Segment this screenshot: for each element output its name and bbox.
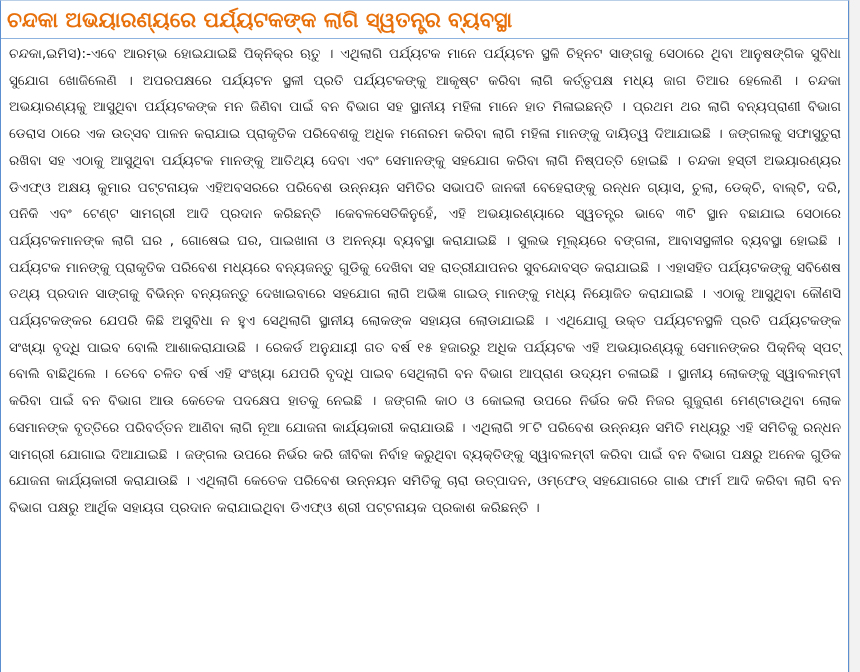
article-body: ଚନ୍ଦକା,ଇମିସ):-ଏବେ ଆରମ୍ଭ ହୋଇଯାଇଛି ପିକ୍ନିକ୍ର ଋତୁ । ଏଥିଲାଗି ପର୍ଯ୍ୟଟକ ମାନେ ପର୍ଯ୍ୟଟନ ସ୍ଥଳି ଚିହ୍ନଟ ସାଙ୍ଗକୁ ସେଠାରେ ଥିବା ଆନୁଷଙ୍ଗିକ ସୁବିଧା ସୁଯୋଗ ଖୋଜିଲେଣି । ଅପରପକ୍ଷରେ ପର୍ଯ୍ୟଟନ ସ୍ଥଳୀ ପ୍ରତି ପର୍ଯ୍ୟଟକଙ୍କୁ ଆକୃଷ୍ଟ କରିବା ଲାଗି କର୍ତ୍ତୃପକ୍ଷ ମଧ୍ୟ ଜାଗ ତିଆର ହେଲେଣି । ଚନ୍ଦକା ଅଭୟାରଣ୍ୟକୁ ଆସୁଥିବା ପର୍ଯ୍ୟଟକଙ୍କ ମନ ଜିଣିବା ପାଇଁ ବନ ବିଭାଗ ସହ ସ୍ଥାନୀୟ ମହିଳା ମାନେ ହାତ ମିଳାଇଛନ୍ତି । ପ୍ରଥମ ଥର ଲାଗି ବନ୍ୟପ୍ରାଣୀ ବିଭାଗ ଡେରାସ ଠାରେ ଏକ ଉତ୍ସବ ପାଳନ କରାଯାଇ ପ୍ରାକୃତିକ ପରିବେଶକୁ ଅଧିକ ମନୋରମ କରିବା ଲାଗି ମହିଳା ମାନଙ୍କୁ ଦାୟିତ୍ୱ ଦିଆଯାଇଛି । ଜଙ୍ଗଲକୁ ସଫାସୁତୁରା ରଖିବା ସହ ଏଠାକୁ ଆସୁଥିବା ପର୍ଯ୍ୟଟକ ମାନଙ୍କୁ ଆତିଥ୍ୟ ଦେବା ଏବଂ ସେମାନଙ୍କୁ ସହଯୋଗ କରିବା ଲାଗି ନିଷ୍ପତ୍ତି ହୋଇଛି । ଚନ୍ଦକା ହସ୍ତୀ ଅଭୟାରଣ୍ୟର ଡିଏଫ୍ଓ ଅକ୍ଷୟ କୁମାର ପଟ୍ଟନାୟକ ଏହିଅବସରରେ ପରିବେଶ ଉନ୍ନୟନ ସମିତିର ସଭାପତି ଜାନକୀ ବେହେରାଙ୍କୁ ରନ୍ଧନ ଗ୍ୟାସ, ଚୁଲା, ଡେକ୍ଚି, ବାଲ୍ଟି, ଦରି, ପନିକି ଏବଂ ଟେଣ୍ଟ ସାମଗ୍ରୀ ଆଦି ପ୍ରଦାନ କରିଛନ୍ତି ।କେବଳସେତିକିନୁହେଁ, ଏହି ଅଭୟାରଣ୍ୟାରେ ସ୍ୱତନ୍ତ୍ର ଭାବେ ୩ଟି ସ୍ଥାନ ବଛାଯାଇ ସେଠାରେ ପର୍ଯ୍ୟଟକମାନଙ୍କ ଲାଗି ଘର , ଗୋଷେଇ ଘର, ପାଇଖାନା ଓ ଅନନ୍ୟା ବ୍ୟବସ୍ଥା କରାଯାଇଛି । ସୁଲଭ ମୂଲ୍ୟରେ ବଙ୍ଗଳା, ଆବାସସ୍ଥଳୀର ବ୍ୟବସ୍ଥା ହୋଇଛି । ପର୍ଯ୍ୟଟକ ମାନଙ୍କୁ ପ୍ରାକୃତିକ ପରିବେଶ ମଧ୍ୟରେ ବନ୍ୟଜନ୍ତୁ ଗୁଡିକୁ ଦେଖିବା ସହ ରାତ୍ରୀଯାପନର ସୁବନ୍ଦୋବସ୍ତ କରାଯାଇଛି । ଏହାସହିତ ପର୍ଯ୍ୟଟକଙ୍କୁ ସବିଶେଷ ତଥ୍ୟ ପ୍ରଦାନ ସାଙ୍ଗକୁ ବିଭିନ୍ନ ବନ୍ୟଜନ୍ତୁ ଦେଖାଇବାରେ ସହଯୋଗ ଲାଗି ଅଭିଜ୍ଞ ଗାଇଡ୍ ମାନଙ୍କୁ ମଧ୍ୟ ନିୟୋଜିତ କରାଯାଇଛି । ଏଠାକୁ ଆସୁଥିବା କୌଣସି ପର୍ଯ୍ୟଟକଙ୍କର ଯେପରି କିଛି ଅସୁବିଧା ନ ହୁଏ ସେଥିଲାଗି ସ୍ଥାନୀୟ ଲୋକଙ୍କ ସହାୟତା ଲୋଡାଯାଇଛି । ଏଥିଯୋଗୁ ଉକ୍ତ ପର୍ଯ୍ୟଟନସ୍ଥଳି ପ୍ରତି ପର୍ଯ୍ୟଟକଙ୍କ ସଂଖ୍ୟା ବୃଦ୍ଧି ପାଇବ ବୋଲି ଆଶାକରାଯାଉଛି । ରେକର୍ଡ ଅନୁଯାୟୀ ଗତ ବର୍ଷ ୧୫ ହଜାରରୁ ଅଧିକ ପର୍ଯ୍ୟଟକ ଏହି ଅଭୟାରଣ୍ୟକୁ ସେମାନଙ୍କର ପିକ୍ନିକ୍ ସ୍ପଟ୍ ବୋଲି ବାଛିଥିଲେ । ତେବେ ଚଳିତ ବର୍ଷ ଏହି ସଂଖ୍ୟା ଯେପରି ବୃଦ୍ଧି ପାଇବ ସେଥିଲାଗି ବନ ବିଭାଗ ଆପ୍ରାଣ ଉଦ୍ୟମ ଚଳାଇଛି । ସ୍ଥାନୀୟ ଲୋକଙ୍କୁ ସ୍ୱାବଲମ୍ବୀ କରିବା ପାଇଁ ବନ ବିଭାଗ ଆଉ କେତେକ ପଦକ୍ଷେପ ହାତକୁ ନେଇଛି । ଜଙ୍ଗଲି କାଠ ଓ କୋଇଲା ଉପରେ ନିର୍ଭର କରି ନିଜର ଗୁଜୁରାଣ ମେଣ୍ଟାଉଥିବା ଲୋକ ସେମାନଙ୍କ ବୃତ୍ତିରେ ପରିବର୍ତ୍ତନ ଆଣିବା ଲାଗି ନୂଆ ଯୋଜନା କାର୍ଯ୍ୟକାରୀ କରାଯାଉଛି । ଏଥିଲାଗି ୨୮ଟି ପରିବେଶ ଉନ୍ନୟନ ସମିତି ମଧ୍ୟରୁ ଏହି ସମିତିକୁ ରନ୍ଧନ ସାମଗ୍ରୀ ଯୋଗାଇ ଦିଆଯାଇଛି । ଜଙ୍ଗଲ ଉପରେ ନିର୍ଭର କରି ଜୀବିକା ନିର୍ବାହ କରୁଥିବା ବ୍ୟକ୍ତିଙ୍କୁ ସ୍ୱାବଲମ୍ବୀ କରିବା ପାଇଁ ବନ ବିଭାଗ ପକ୍ଷରୁ ଅନେକ ଗୁଡିକ ଯୋଜନା କାର୍ଯ୍ୟକାରୀ କରାଯାଉଛି । ଏଥିଲାଗି କେତେକ ପରିବେଶ ଉନ୍ନୟନ ସମିତିକୁ ଚାରା ଉତ୍ପାଦନ, ଓମ୍ଫେଡ୍ ସହଯୋଗରେ ଗାଈ ଫାର୍ମ ଆଦି କରିବା ଲାଗି ବନ ବିଭାଗ ପକ୍ଷରୁ ଆର୍ଥିକ ସହାୟତା ପ୍ରଦାନ କରାଯାଇଥିବା ଡିଏଫ୍ଓ ଶ୍ରୀ ପଟ୍ଟନାୟକ ପ୍ରକାଶ କରିଛନ୍ତି । [9, 46, 841, 516]
article-headline: ଚନ୍ଦକା ଅଭୟାରଣ୍ୟରେ ପର୍ଯ୍ୟଟକଙ୍କ ଲାଗି ସ୍ୱତନ୍ତ୍ର ବ୍ୟବସ୍ଥା [7, 8, 513, 32]
headline-divider [1, 38, 848, 39]
page-scroll-edge[interactable] [849, 0, 860, 672]
